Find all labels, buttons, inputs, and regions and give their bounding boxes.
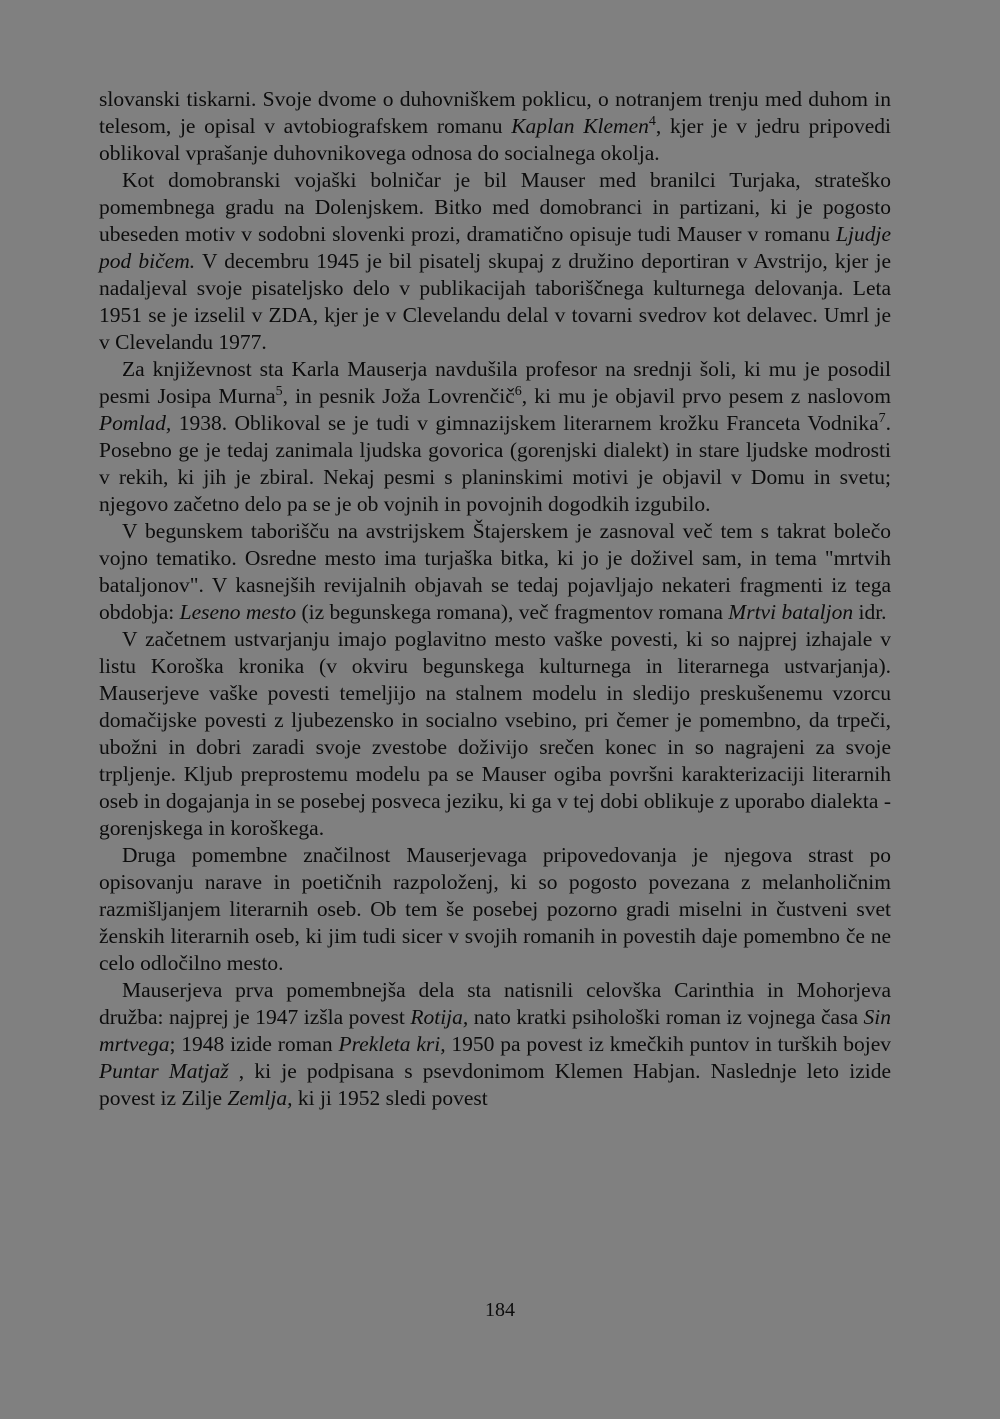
paragraph [99, 167, 891, 356]
footnote-ref: 5 [275, 384, 283, 399]
text-run: V decembru 1945 je bil pisatelj skupaj z družino deportiran v Avstrijo, kjer je nadaljeval svoje pisateljsko delo v publikacijah taboriščnega kulturnega delovanja. Leta 1951 se je izselil v ZDA, kjer je v Clevelandu delal v tovarni svedrov kot delavec. Umrl je v Clevelandu 1977. [99, 249, 892, 354]
text-run: Za književnost sta Karla Mauserja navdušila profesor na srednji šoli, ki mu je posodil pesmi Josipa Murna [99, 357, 891, 408]
italic-title: Leseno mesto [179, 600, 297, 624]
paragraph [99, 86, 891, 167]
footnote-ref: 4 [648, 114, 656, 129]
text-run: , ki je podpisana s psevdonimom Klemen Habjan. Naslednje leto izide povest iz Zilje [99, 1059, 891, 1110]
italic-title: Ljudje pod bičem. [99, 222, 891, 273]
paragraph [99, 842, 891, 977]
paragraph [99, 518, 891, 626]
italic-title: Kaplan Klemen [511, 114, 649, 138]
footnote-ref: 6 [514, 384, 522, 399]
text-run: , ki mu je objavil prvo pesem z naslovom [521, 384, 891, 408]
text-run: V begunskem taborišču na avstrijskem Štajerskem je zasnoval več tem s takrat bolečo vojno tematiko. Osredne mesto ima turjaška bitka, ki jo je doživel sam, in tema "mrtvih bataljonov". V kasnejših revijalnih objavah se tedaj pojavljajo nekateri fragmenti iz tega obdobja: [99, 519, 891, 624]
paragraph [99, 977, 891, 1112]
italic-title: Zemlja, [227, 1086, 293, 1110]
page-number: 184 [485, 1299, 515, 1321]
text-run: 1950 pa povest iz kmečkih puntov in turških bojev [445, 1032, 891, 1056]
text-run: nato kratki psihološki roman iz vojnega časa [468, 1005, 864, 1029]
italic-title: Mrtvi bataljon [728, 600, 854, 624]
italic-title: Pomlad, [99, 411, 172, 435]
text-run: 1938. Oblikoval se je tudi v gimnazijskem literarnem krožku Franceta Vodnika [171, 411, 879, 435]
text-run: Mauserjeva prva pomembnejša dela sta natisnili celovška Carinthia in Mohorjeva družba: najprej je 1947 izšla povest [99, 978, 891, 1029]
footnote-ref: 7 [878, 411, 886, 426]
text-run: ki ji 1952 sledi povest [292, 1086, 488, 1110]
text-run: slovanski tiskarni. Svoje dvome o duhovniškem poklicu, o notranjem trenju med duhom in telesom, je opisal v avtobiografskem romanu [99, 87, 891, 138]
italic-title: Prekleta kri, [338, 1032, 446, 1056]
italic-title: Rotija, [410, 1005, 469, 1029]
text-run: , in pesnik Joža Lovrenčič [282, 384, 515, 408]
text-run: (iz begunskega romana), več fragmentov romana [296, 600, 729, 624]
text-run: idr. [853, 600, 887, 624]
text-run: Druga pomembne značilnost Mauserjevaga pripovedovanja je njegova strast po opisovanju narave in poetičnih razpoloženj, ki so pogosto povezana z melanholičnim razmišljanjem literarnih oseb. Ob tem še posebej pozorno gradi miselni in čustveni svet ženskih literarnih oseb, ki jim tudi sicer v svojih romanih in povestih daje pomembno če ne celo odločilno mesto. [99, 843, 891, 975]
text-run: V začetnem ustvarjanju imajo poglavitno mesto vaške povesti, ki so najprej izhajale v listu Koroška kronika (v okviru begunskega kulturnega in literarnega ustvarjanja). Mauserjeve vaške povesti temeljijo na stalnem modelu in sledijo preskušenemu vzorcu domačijske povesti z ljubezensko in socialno vsebino, pri čemer je pomembno, da trpeči, ubožni in dobri zaradi svoje zvestobe doživijo srečen konec in so nagrajeni za svoje trpljenje. Kljub preprostemu modelu pa se Mauser ogiba površni karakterizaciji literarnih oseb in dogajanja in se posebej posveca jeziku, ki ga v tej dobi oblikuje z uporabo dialekta - gorenjskega in koroškega. [99, 627, 891, 840]
text-run: Kot domobranski vojaški bolničar je bil Mauser med branilci Turjaka, strateško pomembnega gradu na Dolenjskem. Bitko med domobranci in partizani, ki je pogosto ubeseden motiv v sodobni slovenki prozi, dramatično opisuje tudi Mauser v romanu [99, 168, 891, 246]
body-text [99, 86, 891, 1112]
text-run: . Posebno ge je tedaj zanimala ljudska govorica (gorenjski dialekt) in stare ljudske modrosti v rekih, ki jih je zbiral. Nekaj pesmi s planinskimi motivi je objavil v Domu in svetu; njegovo začetno delo pa se je ob vojnih in povojnih dogodkih izgubilo. [99, 411, 891, 516]
italic-title: Puntar Matjaž [99, 1059, 229, 1083]
paragraph [99, 356, 891, 518]
text-run: ; 1948 izide roman [169, 1032, 339, 1056]
paragraph [99, 626, 891, 842]
text-run: , kjer je v jedru pripovedi oblikoval vprašanje duhovnikovega odnosa do socialnega okolja. [99, 114, 891, 165]
italic-title: Sin mrtvega [99, 1005, 891, 1056]
